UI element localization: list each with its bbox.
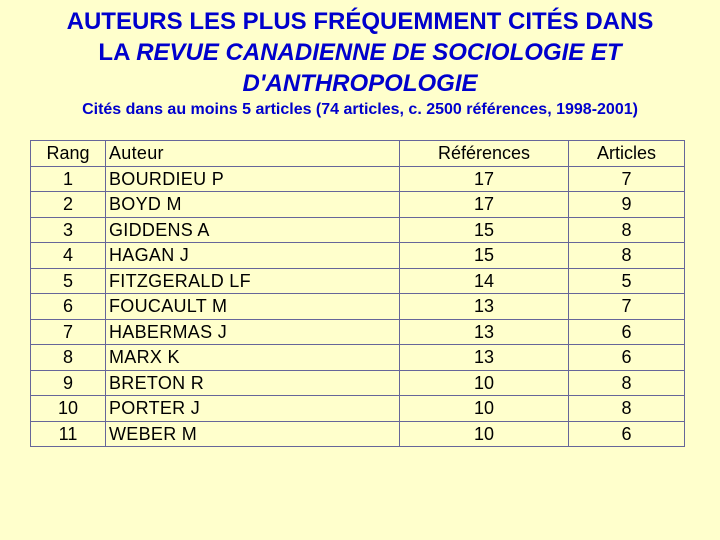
subtitle: Cités dans au moins 5 articles (74 articles, c. 2500 références, 1998-2001) xyxy=(82,101,638,118)
table-row xyxy=(31,421,685,447)
table-row xyxy=(31,166,685,192)
cell-articles: 8 xyxy=(569,370,685,396)
cell-articles: 7 xyxy=(569,294,685,320)
cell-rang: 5 xyxy=(31,268,106,294)
table-row xyxy=(31,268,685,294)
cell-rang: 8 xyxy=(31,345,106,371)
cell-rang: 6 xyxy=(31,294,106,320)
title-line-2-prefix: LA xyxy=(98,39,137,66)
cell-auteur: FITZGERALD LF xyxy=(106,268,400,294)
journal-name: REVUE CANADIENNE DE SOCIOLOGIE ET xyxy=(136,39,622,66)
cell-articles: 9 xyxy=(569,192,685,218)
cell-rang: 9 xyxy=(31,370,106,396)
cell-references: 13 xyxy=(400,345,569,371)
cell-articles: 8 xyxy=(569,396,685,422)
title-line-2 xyxy=(0,37,720,68)
cell-rang: 1 xyxy=(31,166,106,192)
page-title xyxy=(0,6,720,99)
cell-articles: 8 xyxy=(569,243,685,269)
cell-references: 13 xyxy=(400,319,569,345)
cell-references: 13 xyxy=(400,294,569,320)
cell-references: 10 xyxy=(400,370,569,396)
cell-auteur: FOUCAULT M xyxy=(106,294,400,320)
cell-rang: 11 xyxy=(31,421,106,447)
cell-auteur: WEBER M xyxy=(106,421,400,447)
header-rang: Rang xyxy=(31,141,106,167)
cell-auteur: HAGAN J xyxy=(106,243,400,269)
cell-articles: 8 xyxy=(569,217,685,243)
cell-auteur: PORTER J xyxy=(106,396,400,422)
table-row xyxy=(31,192,685,218)
table-row xyxy=(31,396,685,422)
cell-rang: 4 xyxy=(31,243,106,269)
header-articles: Articles xyxy=(569,141,685,167)
table-row xyxy=(31,294,685,320)
cell-references: 14 xyxy=(400,268,569,294)
cell-articles: 6 xyxy=(569,421,685,447)
cell-references: 17 xyxy=(400,192,569,218)
table-row xyxy=(31,319,685,345)
cell-auteur: BOYD M xyxy=(106,192,400,218)
cell-articles: 6 xyxy=(569,319,685,345)
cell-rang: 3 xyxy=(31,217,106,243)
cell-articles: 5 xyxy=(569,268,685,294)
title-line-3: D'ANTHROPOLOGIE xyxy=(242,70,478,97)
cell-references: 10 xyxy=(400,396,569,422)
header-references: Références xyxy=(400,141,569,167)
cell-auteur: BOURDIEU P xyxy=(106,166,400,192)
cell-references: 10 xyxy=(400,421,569,447)
table-header-row xyxy=(31,141,685,167)
authors-table xyxy=(30,140,685,447)
cell-auteur: HABERMAS J xyxy=(106,319,400,345)
title-line-1: AUTEURS LES PLUS FRÉQUEMMENT CITÉS DANS xyxy=(66,8,654,35)
cell-references: 15 xyxy=(400,217,569,243)
cell-auteur: MARX K xyxy=(106,345,400,371)
cell-auteur: GIDDENS A xyxy=(106,217,400,243)
table-row xyxy=(31,217,685,243)
table-row xyxy=(31,345,685,371)
cell-rang: 2 xyxy=(31,192,106,218)
cell-articles: 7 xyxy=(569,166,685,192)
header-auteur: Auteur xyxy=(106,141,400,167)
table-row xyxy=(31,370,685,396)
cell-rang: 10 xyxy=(31,396,106,422)
cell-rang: 7 xyxy=(31,319,106,345)
cell-auteur: BRETON R xyxy=(106,370,400,396)
cell-articles: 6 xyxy=(569,345,685,371)
table-row xyxy=(31,243,685,269)
cell-references: 15 xyxy=(400,243,569,269)
cell-references: 17 xyxy=(400,166,569,192)
